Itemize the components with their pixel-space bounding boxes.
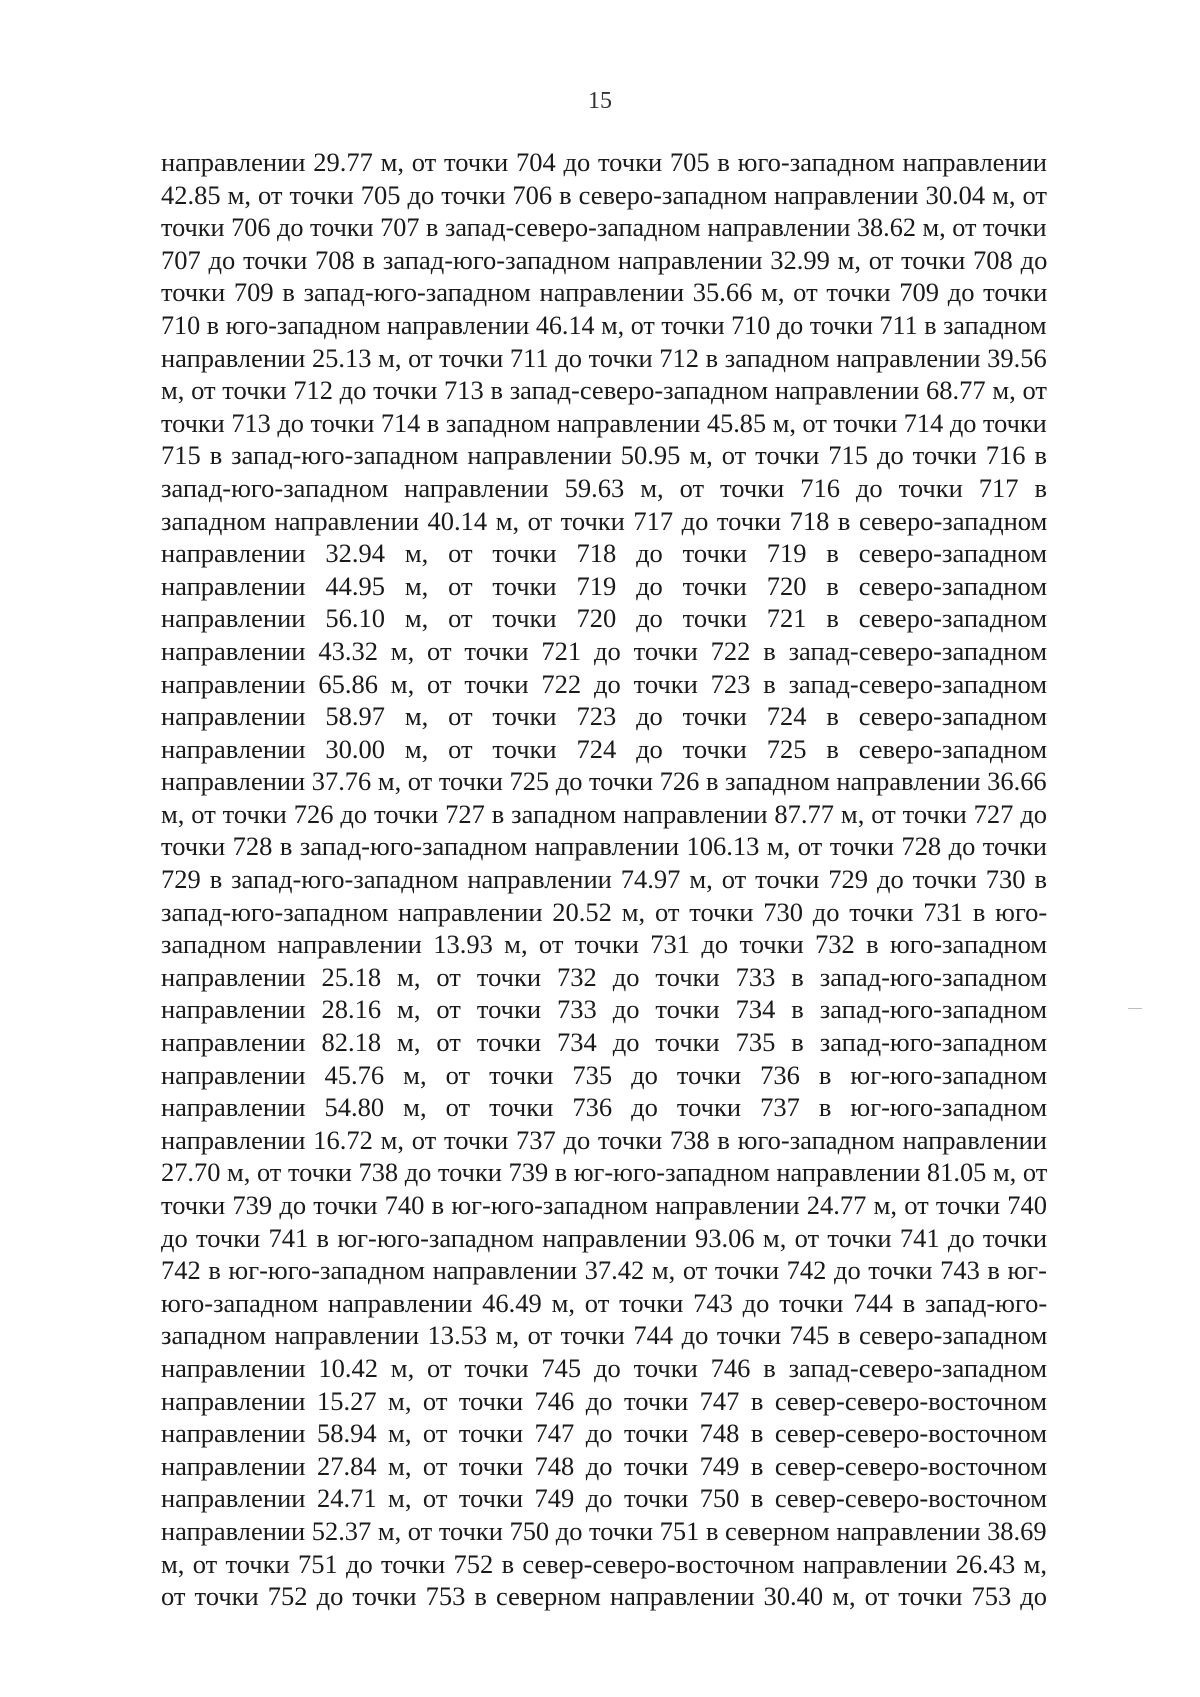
text-line: направлении 25.13 м, от точки 711 до точки 712 в западном направлении 39.56 <box>161 342 1047 373</box>
text-line: направлении 45.76 м, от точки 735 до точки 736 в юг-юго-западном <box>161 1059 1047 1090</box>
text-line: направлении 28.16 м, от точки 733 до точки 734 в запад-юго-западном <box>161 994 1047 1025</box>
text-line: направлении 29.77 м, от точки 704 до точки 705 в юго-западном направлении <box>161 147 1047 177</box>
text-line: направлении 24.71 м, от точки 749 до точки 750 в север-северо-восточном <box>161 1483 1047 1514</box>
text-line: западном направлении 13.93 м, от точки 731 до точки 732 в юго-западном <box>161 929 1048 960</box>
text-line: 742 в юг-юго-западном направлении 37.42 м, от точки 742 до точки 743 в юг- <box>161 1255 1047 1286</box>
text-line: точки 739 до точки 740 в юг-юго-западном направлении 24.77 м, от точки 740 <box>161 1190 1048 1220</box>
text-line: направлении 56.10 м, от точки 720 до точки 721 в северо-западном <box>161 603 1047 634</box>
text-line: направлении 25.18 м, от точки 732 до точки 733 в запад-юго-западном <box>161 961 1047 992</box>
body-text <box>161 146 1047 1613</box>
text-line: направлении 58.94 м, от точки 747 до точки 748 в север-северо-восточном <box>161 1418 1047 1449</box>
text-line: западном направлении 40.14 м, от точки 717 до точки 718 в северо-западном <box>161 505 1048 536</box>
text-line: 729 в запад-юго-западном направлении 74.97 м, от точки 729 до точки 730 в <box>161 864 1048 895</box>
text-line: направлении 16.72 м, от точки 737 до точки 738 в юго-западном направлении <box>161 1124 1047 1155</box>
text-line: 715 в запад-юго-западном направлении 50.95 м, от точки 715 до точки 716 в <box>161 440 1048 471</box>
text-line: м, от точки 712 до точки 713 в запад-северо-западном направлении 68.77 м, от <box>161 375 1047 406</box>
text-line: запад-юго-западном направлении 20.52 м, от точки 730 до точки 731 в юго- <box>161 896 1048 927</box>
text-line: 27.70 м, от точки 738 до точки 739 в юг-юго-западном направлении 81.05 м, от <box>161 1157 1048 1188</box>
page-number: 15 <box>588 88 612 114</box>
text-line: точки 728 в запад-юго-западном направлении 106.13 м, от точки 728 до точки <box>161 831 1047 862</box>
text-line: направлении 65.86 м, от точки 722 до точки 723 в запад-северо-западном <box>161 668 1047 699</box>
text-line: 710 в юго-западном направлении 46.14 м, от точки 710 до точки 711 в западном <box>161 309 1047 340</box>
text-line: направлении 44.95 м, от точки 719 до точки 720 в северо-западном <box>161 570 1047 601</box>
text-line: западном направлении 13.53 м, от точки 744 до точки 745 в северо-западном <box>161 1320 1048 1351</box>
text-line: до точки 741 в юг-юго-западном направлении 93.06 м, от точки 741 до точки <box>161 1222 1048 1253</box>
text-line: направлении 10.42 м, от точки 745 до точки 746 в запад-северо-западном <box>161 1352 1047 1383</box>
text-line: точки 713 до точки 714 в западном направлении 45.85 м, от точки 714 до точки <box>161 407 1047 438</box>
text-line: направлении 32.94 м, от точки 718 до точки 719 в северо-западном <box>161 538 1047 569</box>
text-line: запад-юго-западном направлении 59.63 м, от точки 716 до точки 717 в <box>161 472 1047 503</box>
text-line: направлении 54.80 м, от точки 736 до точки 737 в юг-юго-западном <box>161 1092 1047 1123</box>
text-line: направлении 52.37 м, от точки 750 до точки 751 в северном направлении 38.69 <box>161 1515 1047 1546</box>
text-line: 707 до точки 708 в запад-юго-западном направлении 32.99 м, от точки 708 до <box>161 244 1048 275</box>
text-line: направлении 27.84 м, от точки 748 до точки 749 в север-северо-восточном <box>161 1450 1047 1481</box>
text-line: направлении 15.27 м, от точки 746 до точки 747 в север-северо-восточном <box>161 1385 1047 1416</box>
text-line: направлении 43.32 м, от точки 721 до точки 722 в запад-северо-западном <box>161 635 1047 666</box>
text-line: точки 706 до точки 707 в запад-северо-западном направлении 38.62 м, от точки <box>161 212 1047 243</box>
text-line: м, от точки 726 до точки 727 в западном направлении 87.77 м, от точки 727 до <box>161 798 1048 829</box>
scan-mark <box>1128 1008 1142 1009</box>
text-line: направлении 37.76 м, от точки 725 до точки 726 в западном направлении 36.66 <box>161 766 1047 797</box>
text-line: 42.85 м, от точки 705 до точки 706 в северо-западном направлении 30.04 м, от <box>161 179 1047 210</box>
text-line: направлении 30.00 м, от точки 724 до точки 725 в северо-западном <box>161 733 1047 764</box>
text-line: точки 709 в запад-юго-западном направлении 35.66 м, от точки 709 до точки <box>161 277 1048 308</box>
text-line: м, от точки 751 до точки 752 в север-северо-восточном направлении 26.43 м, <box>161 1548 1047 1579</box>
text-line: от точки 752 до точки 753 в северном направлении 30.40 м, от точки 753 до <box>161 1581 1047 1612</box>
text-line: направлении 82.18 м, от точки 734 до точки 735 в запад-юго-западном <box>161 1027 1047 1058</box>
text-line: юго-западном направлении 46.49 м, от точки 743 до точки 744 в запад-юго- <box>161 1287 1048 1318</box>
text-line: направлении 58.97 м, от точки 723 до точки 724 в северо-западном <box>161 701 1047 732</box>
